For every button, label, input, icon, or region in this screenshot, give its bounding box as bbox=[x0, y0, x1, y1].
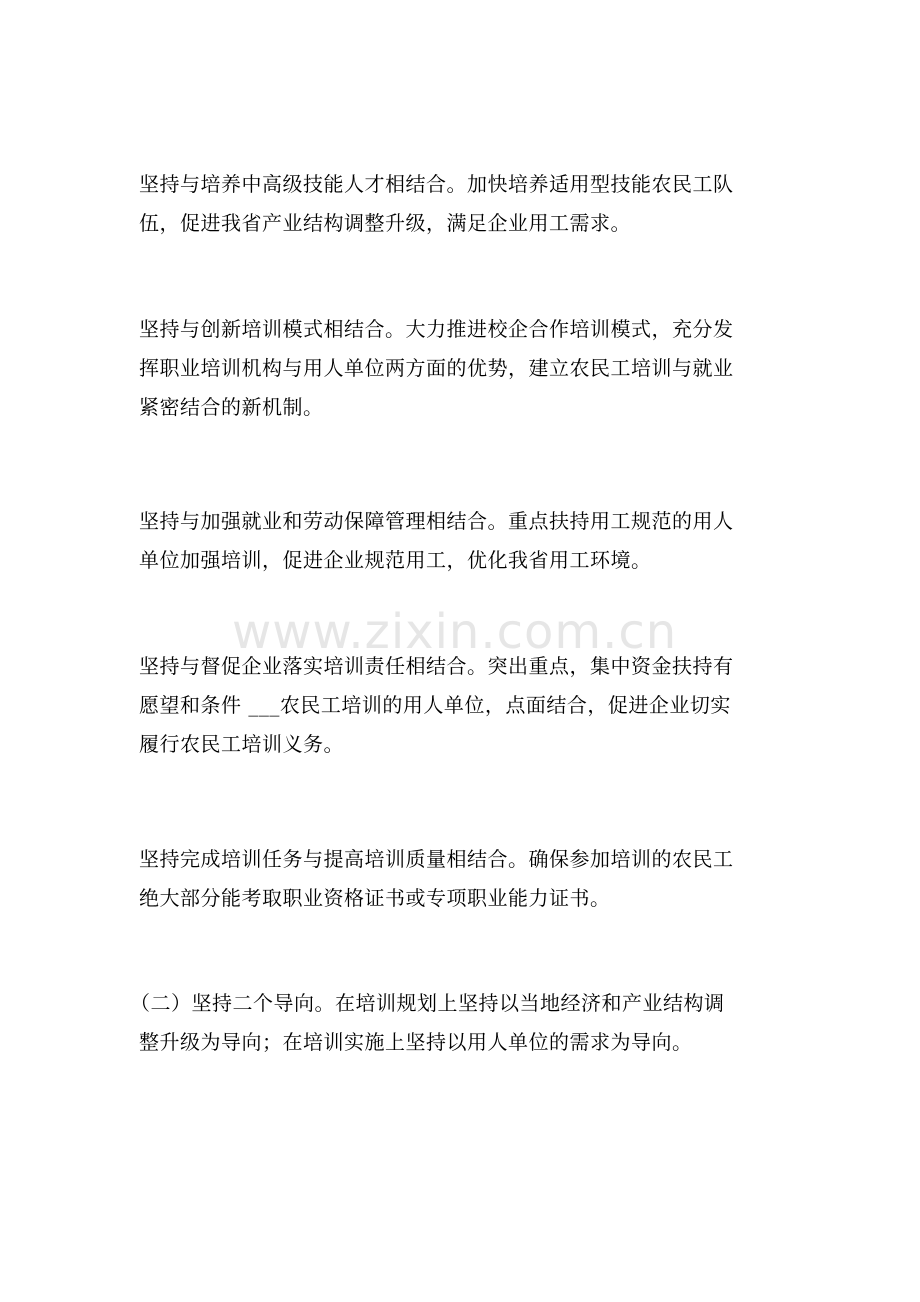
paragraph-line: 履行农民工培训义务。 bbox=[139, 732, 344, 756]
paragraph-line: 坚持与督促企业落实培训责任相结合。突出重点，集中资金扶持有 bbox=[139, 654, 734, 678]
paragraph-line: 伍，促进我省产业结构调整升级，满足企业用工需求。 bbox=[139, 211, 631, 235]
paragraph-line: 愿望和条件 ___农民工培训的用人单位，点面结合，促进企业切实 bbox=[139, 693, 731, 717]
paragraph-line: 坚持与创新培训模式相结合。大力推进校企合作培训模式，充分发 bbox=[139, 317, 734, 341]
watermark: www.zixin.com.cn bbox=[232, 604, 678, 660]
paragraph-5 bbox=[139, 840, 779, 918]
paragraph-line: 坚持与培养中高级技能人才相结合。加快培养适用型技能农民工队 bbox=[139, 172, 734, 196]
paragraph-line: （二）坚持二个导向。在培训规划上坚持以当地经济和产业结构调 bbox=[130, 991, 725, 1015]
paragraph-1 bbox=[139, 165, 779, 243]
paragraph-line: 单位加强培训，促进企业规范用工，优化我省用工环境。 bbox=[139, 548, 652, 572]
paragraph-4 bbox=[139, 647, 779, 764]
paragraph-line: 坚持与加强就业和劳动保障管理相结合。重点扶持用工规范的用人 bbox=[139, 509, 734, 533]
paragraph-line: 整升级为导向；在培训实施上坚持以用人单位的需求为导向。 bbox=[139, 1030, 693, 1054]
paragraph-line: 绝大部分能考取职业资格证书或专项职业能力证书。 bbox=[139, 886, 611, 910]
paragraph-3 bbox=[139, 502, 779, 580]
paragraph-line: 紧密结合的新机制。 bbox=[139, 395, 324, 419]
paragraph-line: 坚持完成培训任务与提高培训质量相结合。确保参加培训的农民工 bbox=[139, 847, 734, 871]
paragraph-2 bbox=[139, 310, 779, 427]
paragraph-line: 挥职业培训机构与用人单位两方面的优势，建立农民工培训与就业 bbox=[139, 356, 734, 380]
paragraph-6 bbox=[130, 984, 770, 1062]
